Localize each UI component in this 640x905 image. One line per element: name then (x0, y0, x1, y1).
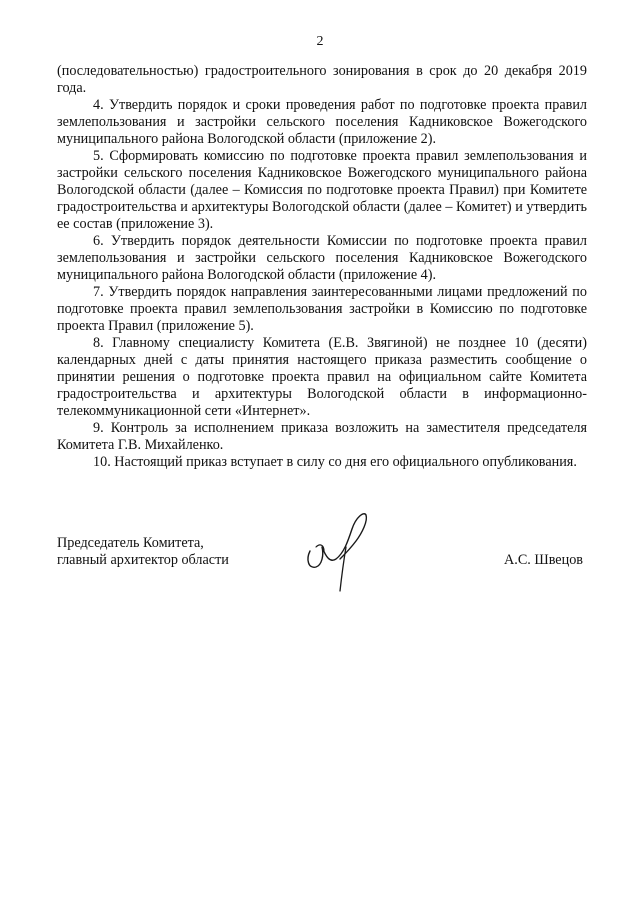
page-number: 2 (316, 34, 324, 49)
signature-block (57, 535, 587, 605)
paragraph-item-9: 9. Контроль за исполнением приказа возложить на заместителя председателя Комитета Г.В. Михайленко. (57, 420, 587, 453)
signer-title (57, 535, 229, 569)
signer-title-line-1: Председатель Комитета, (57, 535, 204, 551)
paragraph-item-4: 4. Утвердить порядок и сроки проведения работ по подготовке проекта правил землепользования и застройки сельского поселения Кадниковское Вожегодского муниципального района Вологодской области (приложение 2). (57, 97, 587, 147)
handwritten-signature-image (304, 507, 384, 597)
paragraph-item-5: 5. Сформировать комиссию по подготовке проекта правил землепользования и застройки сельского поселения Кадниковское Вожегодского муниципального района Вологодской области (далее – Комиссия по подготовке проекта Правил) при Комитете градостроительства и архитектуры Вологодской области (далее – Комитет) и утвердить ее состав (приложение 3). (57, 148, 587, 232)
paragraph-continuation: (последовательностью) градостроительного зонирования в срок до 20 декабря 2019 года. (57, 63, 587, 96)
paragraph-item-10: 10. Настоящий приказ вступает в силу со дня его официального опубликования. (93, 454, 577, 470)
paragraph-item-6: 6. Утвердить порядок деятельности Комиссии по подготовке проекта правил землепользования и застройки сельского поселения Кадниковское Вожегодского муниципального района Вологодской области (приложение 4). (57, 233, 587, 283)
signer-title-line-2: главный архитектор области (57, 552, 229, 568)
paragraph-item-7: 7. Утвердить порядок направления заинтересованными лицами предложений по подготовке проекта правил землепользования застройки в Комиссию по подготовке проекта Правил (приложение 5). (57, 284, 587, 334)
document-body (57, 63, 587, 471)
paragraph-item-8: 8. Главному специалисту Комитета (Е.В. Звягиной) не позднее 10 (десяти) календарных дней с даты принятия настоящего приказа разместить сообщение о принятии решения о подготовке проекта правил на официальном сайте Комитета градостроительства и архитектуры Вологодской области в информационно-телекоммуникационной сети «Интернет». (57, 335, 587, 419)
signer-name: А.С. Швецов (504, 552, 583, 568)
